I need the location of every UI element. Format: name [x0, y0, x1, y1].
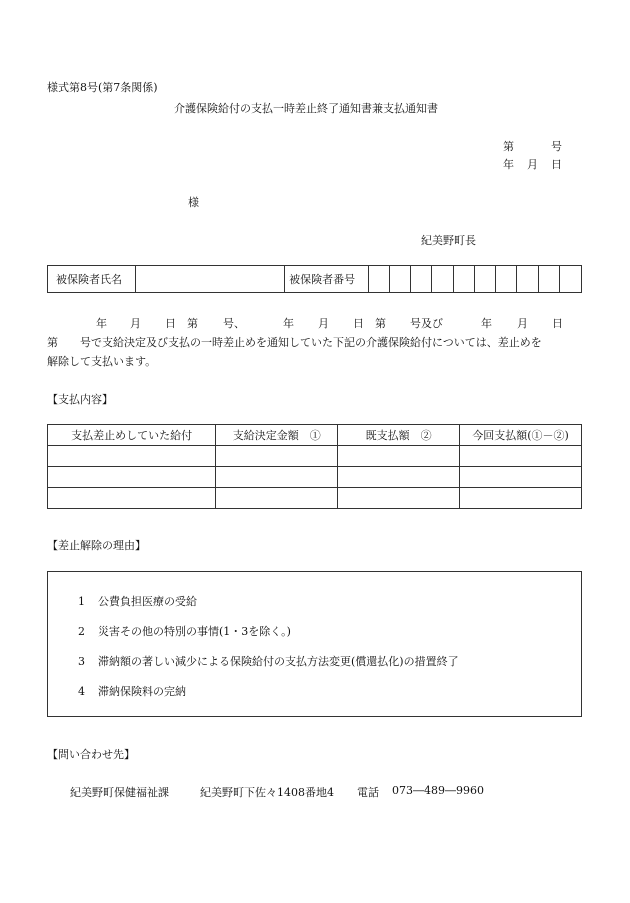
reason-text: 滞納額の著しい減少による保険給付の支払方法変更(償還払化)の措置終了 — [98, 655, 459, 668]
payment-cell[interactable] — [460, 467, 582, 488]
contact-address: 紀美野町下佐々1408番地4 — [200, 786, 334, 799]
body-token: 月 — [130, 317, 141, 330]
body-token: 年 — [96, 317, 107, 330]
addressee-suffix: 様 — [188, 196, 199, 209]
body-token: 日 — [353, 317, 364, 330]
contact-phone: 073―489―9960 — [392, 784, 484, 797]
contact-department: 紀美野町保健福祉課 — [70, 786, 169, 799]
insured-number-label: 被保険者番号 — [285, 266, 369, 292]
reason-text: 公費負担医療の受給 — [98, 595, 197, 608]
insured-number-digit[interactable] — [539, 266, 560, 292]
payment-cell[interactable] — [48, 467, 216, 488]
doc-number-dai: 第 — [503, 140, 514, 153]
body-line-2: 第 号で支給決定及び支払の一時差止めを通知していた下記の介護保険給付については、差止めを — [47, 336, 542, 349]
body-token: 日 — [552, 317, 563, 330]
payment-cell[interactable] — [338, 488, 460, 509]
body-token: 第 — [375, 317, 386, 330]
reason-item — [78, 623, 291, 639]
insured-number-digit[interactable] — [475, 266, 496, 292]
body-token: 第 — [187, 317, 198, 330]
payment-header-cell: 支払差止めしていた給付 — [48, 425, 216, 446]
date-day: 日 — [551, 158, 562, 171]
insured-number-digit[interactable] — [432, 266, 453, 292]
insured-number-digit[interactable] — [390, 266, 411, 292]
payment-section-title: 【支払内容】 — [47, 393, 113, 406]
payment-cell[interactable] — [338, 446, 460, 467]
reason-number: 2 — [78, 625, 85, 638]
body-token: 日 — [165, 317, 176, 330]
payment-cell[interactable] — [216, 467, 338, 488]
reason-number: 4 — [78, 685, 85, 698]
body-line-3: 解除して支払います。 — [47, 355, 157, 368]
insured-number-digit[interactable] — [369, 266, 390, 292]
payment-table — [47, 424, 582, 509]
reasons-box — [47, 571, 582, 717]
insured-number-digit[interactable] — [454, 266, 475, 292]
body-token: 月 — [517, 317, 528, 330]
body-token: 号、 — [223, 317, 245, 330]
payment-cell[interactable] — [48, 446, 216, 467]
reason-section-title: 【差止解除の理由】 — [47, 539, 146, 552]
reason-number: 3 — [78, 655, 85, 668]
payment-cell[interactable] — [48, 488, 216, 509]
doc-number-go: 号 — [551, 140, 562, 153]
insured-number-digit[interactable] — [496, 266, 517, 292]
contact-section-title: 【問い合わせ先】 — [47, 748, 135, 761]
body-token: 年 — [481, 317, 492, 330]
date-year: 年 — [503, 158, 514, 171]
insured-number-digit[interactable] — [560, 266, 581, 292]
payment-header-cell: 今回支払額(①－②) — [460, 425, 582, 446]
table-row — [48, 446, 582, 467]
payment-header-cell: 支給決定金額 ① — [216, 425, 338, 446]
body-token: 月 — [318, 317, 329, 330]
document-title: 介護保険給付の支払一時差止終了通知書兼支払通知書 — [174, 102, 438, 115]
body-token: 年 — [283, 317, 294, 330]
payment-cell[interactable] — [216, 446, 338, 467]
payment-cell[interactable] — [460, 488, 582, 509]
insured-number-digit[interactable] — [517, 266, 538, 292]
insured-name-field[interactable] — [136, 266, 285, 292]
payment-cell[interactable] — [338, 467, 460, 488]
contact-phone-label: 電話 — [357, 786, 379, 799]
insured-number-digit[interactable] — [411, 266, 432, 292]
reason-number: 1 — [78, 595, 85, 608]
table-row — [48, 488, 582, 509]
reason-text: 滞納保険料の完納 — [98, 685, 186, 698]
insured-name-label: 被保険者氏名 — [48, 266, 136, 292]
payment-cell[interactable] — [460, 446, 582, 467]
payment-cell[interactable] — [216, 488, 338, 509]
issuer: 紀美野町長 — [421, 234, 476, 247]
insured-info-table — [47, 265, 582, 293]
table-row — [48, 467, 582, 488]
reason-item — [78, 593, 197, 609]
reason-item — [78, 683, 186, 699]
payment-table-header — [48, 425, 582, 446]
body-token: 号及び — [410, 317, 443, 330]
payment-header-cell: 既支払額 ② — [338, 425, 460, 446]
reason-item — [78, 653, 459, 669]
reason-text: 災害その他の特別の事情(1・3を除く。) — [98, 625, 291, 638]
date-month: 月 — [527, 158, 538, 171]
form-number: 様式第8号(第7条関係) — [47, 81, 158, 94]
